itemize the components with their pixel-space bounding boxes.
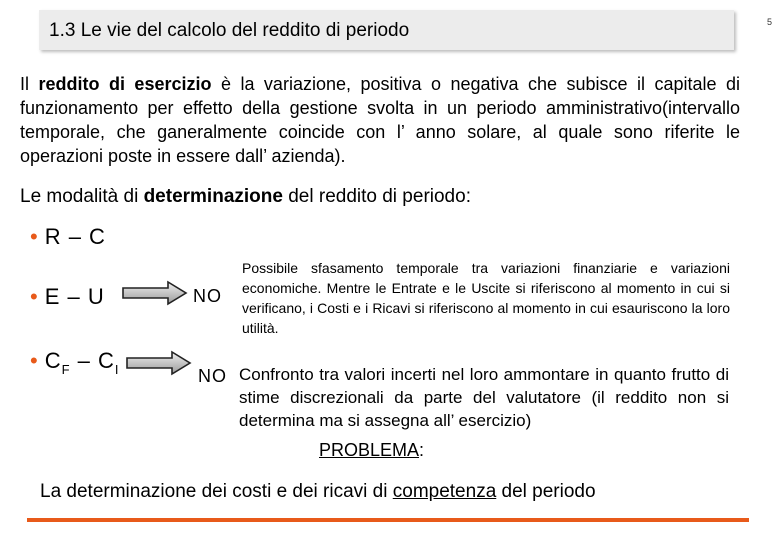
intro-paragraph xyxy=(20,72,740,168)
verdict-no: NO xyxy=(193,286,222,306)
method-cf: C xyxy=(44,348,62,373)
method-label: R – C xyxy=(44,224,106,249)
problema-colon: : xyxy=(419,440,425,460)
intro-bold-term: reddito di esercizio xyxy=(38,74,212,94)
modalita-line xyxy=(20,186,471,208)
method-ci-sub: I xyxy=(114,362,120,377)
intro-prefix: Il xyxy=(20,74,39,94)
slide-title: 1.3 Le vie del calcolo del reddito di periodo xyxy=(49,20,410,41)
method-ci: C xyxy=(98,348,115,373)
note-cf-ci: Confronto tra valori incerti nel loro ammontare in quanto frutto di stime discrezionali da parte del valutatore (il reddito non si determina ma si assegna all’ esercizio) xyxy=(239,365,729,430)
conclusion-prefix: La determinazione dei costi e dei ricavi di xyxy=(40,481,393,502)
right-arrow-icon xyxy=(126,350,192,376)
method-e-u xyxy=(30,284,105,310)
method-cf-sub: F xyxy=(61,362,71,377)
method-label: E – U xyxy=(44,284,105,309)
bullet-icon: • xyxy=(30,284,39,309)
bullet-icon: • xyxy=(30,348,39,373)
intro-suffix: è la variazione, positiva o negativa che subisce il capitale di funzionamento per effetto della gestione svolta in un periodo amministrativo(intervallo temporale, che ganeralmente coincide con l’ anno solare, al quale sono riferite le operazioni poste in essere dall’ azienda). xyxy=(20,74,740,166)
verdict-no: NO xyxy=(198,366,227,386)
problema-word: PROBLEMA xyxy=(319,440,420,460)
title-box xyxy=(39,10,734,50)
conclusion-underlined: competenza xyxy=(392,481,497,502)
conclusion-line xyxy=(40,481,596,503)
note-e-u: Possibile sfasamento temporale tra variazioni finanziarie e variazioni economiche. Mentre le Entrate e le Uscite si riferiscono al momento in cui si verificano, i Costi e i Ricavi si riferiscono al momento in cui esauriscono la loro utilità. xyxy=(242,260,730,336)
problema-label xyxy=(319,440,424,461)
modalita-bold: determinazione xyxy=(143,186,283,207)
bottom-divider xyxy=(27,518,749,522)
modalita-prefix: Le modalità di xyxy=(20,186,144,207)
method-r-c xyxy=(30,224,106,250)
page-number: 5 xyxy=(766,17,772,27)
modalita-suffix: del reddito di periodo: xyxy=(282,186,471,207)
bullet-icon: • xyxy=(30,224,39,249)
conclusion-suffix: del periodo xyxy=(496,481,596,502)
method-dash: – xyxy=(70,348,99,373)
right-arrow-icon xyxy=(122,280,188,306)
method-cf-ci xyxy=(30,348,120,377)
